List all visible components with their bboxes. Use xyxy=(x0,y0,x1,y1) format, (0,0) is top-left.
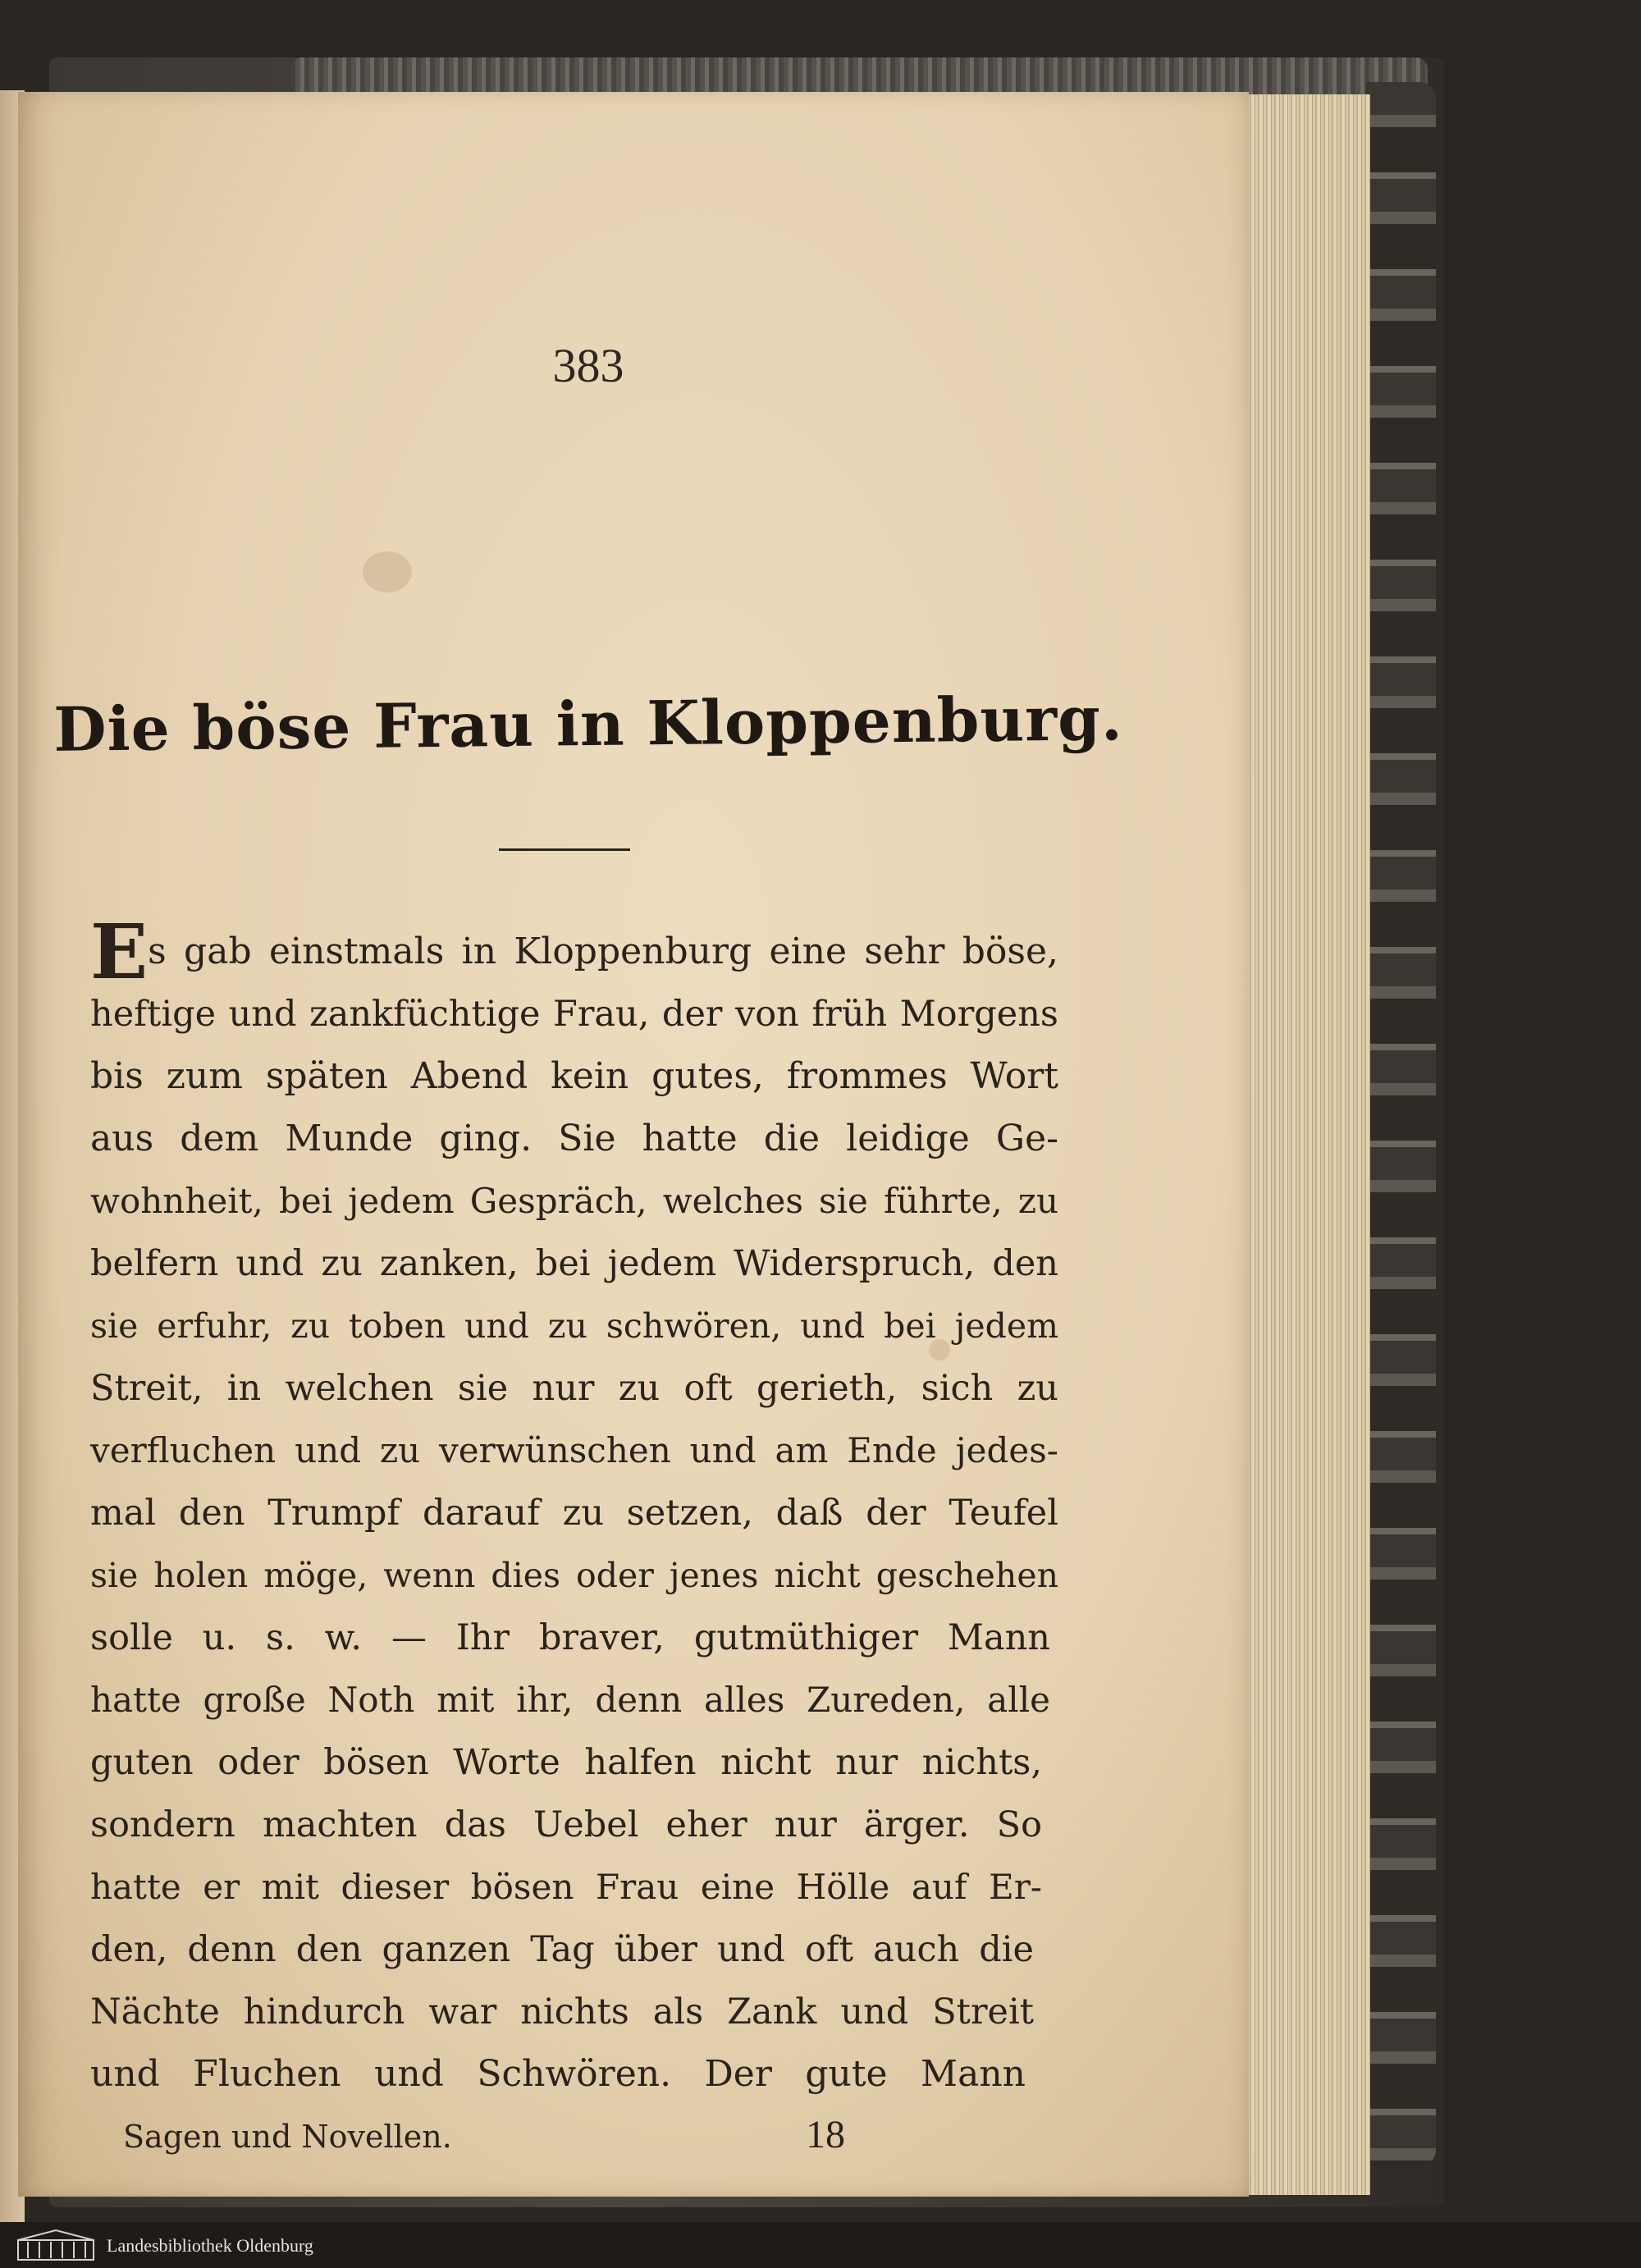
footer-source: Sagen und Novellen. xyxy=(123,2119,452,2155)
text-line: guten oder bösen Worte halfen nicht nur nichts, xyxy=(90,1742,1042,1783)
text-line: aus dem Munde ging. Sie hatte die leidige Ge- xyxy=(90,1118,1058,1159)
text-line: Streit, in welchen sie nur zu oft gerieth, sich zu xyxy=(90,1368,1058,1409)
signature-mark: 18 xyxy=(806,2113,845,2156)
cover-top-edge xyxy=(295,57,1428,97)
drop-cap: E xyxy=(90,908,149,996)
text-line: solle u. s. w. — Ihr braver, gutmüthiger Mann xyxy=(90,1617,1050,1658)
book-page xyxy=(18,92,1249,2197)
title-divider xyxy=(499,848,630,851)
text-line: und Fluchen und Schwören. Der gute Mann xyxy=(90,2053,1026,2095)
body-text xyxy=(90,908,1058,2106)
library-name: Landesbibliothek Oldenburg xyxy=(107,2235,313,2256)
paper-stain xyxy=(363,551,412,592)
text-line: hatte er mit dieser bösen Frau eine Hölle auf Er- xyxy=(90,1867,1042,1907)
text-line: verfluchen und zu verwünschen und am Ende jedes- xyxy=(90,1430,1058,1470)
text-line: heftige und zankfüchtige Frau, der von früh Morgens xyxy=(90,994,1058,1035)
cover-right-edge xyxy=(1366,82,1436,2166)
text-line: bis zum späten Abend kein gutes, frommes Wort xyxy=(90,1055,1058,1097)
library-building-icon xyxy=(16,2229,95,2261)
text-line: sie erfuhr, zu toben und zu schwören, und bei jedem xyxy=(90,1306,1058,1346)
text-line: Nächte hindurch war nichts als Zank und Streit xyxy=(90,1991,1034,2033)
text-line: Es gab einstmals in Kloppenburg eine sehr böse, xyxy=(90,908,1058,996)
text-line: hatte große Noth mit ihr, denn alles Zureden, alle xyxy=(90,1680,1050,1720)
text-line: sie holen möge, wenn dies oder jenes nicht geschehen xyxy=(90,1556,1058,1595)
page-edges xyxy=(1231,94,1370,2195)
text-line: mal den Trumpf darauf zu setzen, daß der Teufel xyxy=(90,1493,1058,1534)
page-number: 383 xyxy=(552,339,624,392)
library-bar xyxy=(0,2222,1641,2268)
chapter-title: Die böse Frau in Kloppenburg. xyxy=(53,684,1124,766)
text-line: den, denn den ganzen Tag über und oft auch die xyxy=(90,1929,1034,1970)
text-line: wohnheit, bei jedem Gespräch, welches sie führte, zu xyxy=(90,1181,1058,1221)
text-line: belfern und zu zanken, bei jedem Widerspruch, den xyxy=(90,1243,1058,1284)
text-line: sondern machten das Uebel eher nur ärger. So xyxy=(90,1804,1042,1845)
